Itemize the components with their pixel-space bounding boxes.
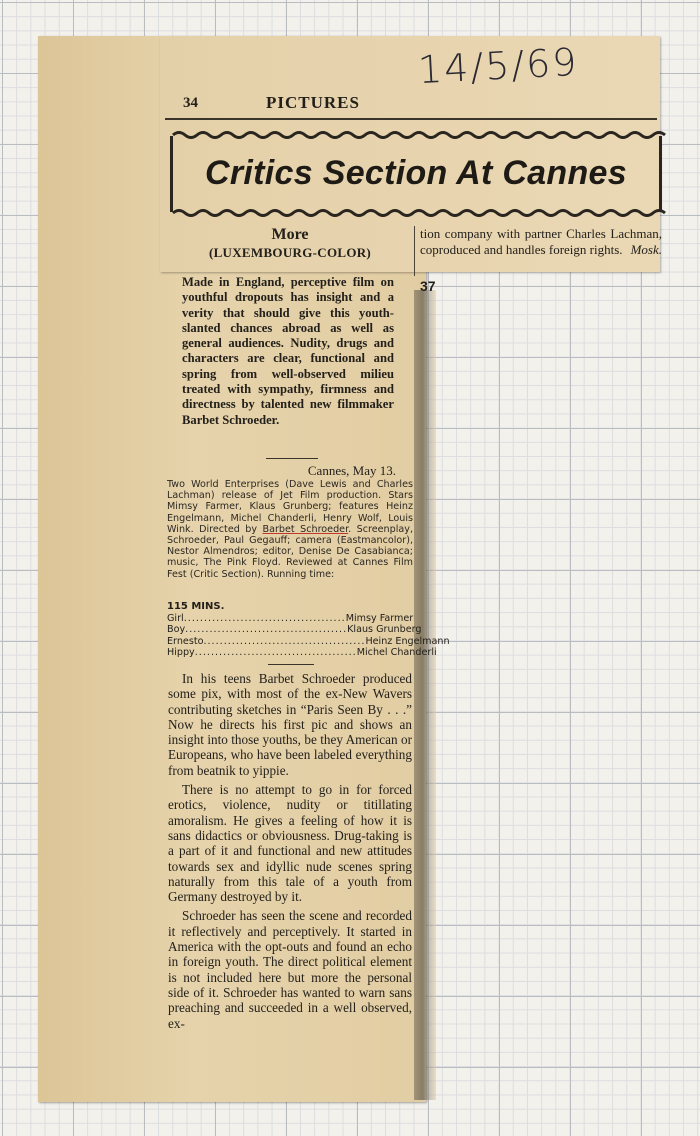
cast-role: Hippy <box>167 647 195 659</box>
leader-dots: ........................................ <box>194 647 357 659</box>
continuation-text <box>420 226 662 258</box>
section-name: PICTURES <box>266 93 360 112</box>
next-column-fragment: 37 <box>420 278 436 294</box>
byline: Mosk. <box>630 242 662 257</box>
leader-dots: ........................................ <box>185 624 348 636</box>
review-summary: Made in England, perceptive film on youthful dropouts has insight and a verity that should give this youth-slanted chances abroad as well as general audiences. Nudity, drugs and characters are clear, functional and spring from well-observed milieu treated with sympathy, firmness and directness by talented new filmmaker Barbet Schroeder. <box>182 275 394 427</box>
review-title: More <box>271 226 309 243</box>
divider-rule <box>266 458 318 459</box>
cast-row <box>167 647 437 659</box>
body-paragraph: In his teens Barbet Schroeder produced some pix, with most of the ex-New Wavers contributing sketches in “Paris Seen By . . .” Now he directs his first pic and shows an insight into those youths, be they American or Europeans, who have been labeled everything from beatnik to yippie. <box>168 671 412 778</box>
page-number: 34 <box>183 95 198 111</box>
credits-text-cont: . Screenplay, Schroeder, Paul Gegauff; camera (Eastmancolor), Nestor Almendros; editor, Denise De Casabianca; music, The Pink Floyd. Reviewed at Cannes Film Fest (Critic Section). Running time: <box>167 523 413 580</box>
continuation-body: tion company with partner Charles Lachman, coproduced and handles foreign rights. <box>420 226 662 257</box>
handwritten-date: 14/5/69 <box>416 39 580 93</box>
column-divider <box>414 226 415 276</box>
header-rule <box>165 118 657 120</box>
cast-actor: Michel Chanderli <box>356 647 437 659</box>
wavy-border-bottom <box>173 208 659 218</box>
leader-dots: ........................................ <box>203 635 366 647</box>
cast-role: Boy <box>167 624 186 636</box>
cast-actor: Heinz Engelmann <box>365 635 450 647</box>
wavy-border-top <box>173 130 659 140</box>
director-name: Barbet Schroeder <box>262 523 349 535</box>
credits-block <box>167 479 413 580</box>
credits-text: Two World Enterprises (Dave Lewis and Charles Lachman) release of Jet Film production. Stars Mimsy Farmer, Klaus Grunberg; features Heinz Engelmann, Michel Chanderli, Henry Wolf, Louis Wink. Directed by <box>167 479 413 535</box>
body-paragraph: There is no attempt to go in for forced erotics, violence, nudity or titillating amoralism. He gives a feeling of how it is sans didactics or obviousness. Drug-taking is a part of it and functional and new attitudes towards sex and idyllic nude scenes spring naturally from this tale of a youth from Germany destroyed by it. <box>168 782 412 905</box>
divider-rule <box>268 664 314 665</box>
cast-list <box>167 613 450 659</box>
review-body <box>168 671 412 1035</box>
cast-row <box>167 613 413 624</box>
dateline: Cannes, May 13. <box>307 463 396 478</box>
cast-row <box>167 635 450 647</box>
cast-row <box>167 624 422 636</box>
headline: Critics Section At Cannes <box>205 154 627 192</box>
leader-dots: ........................................ <box>183 613 346 624</box>
cast-role: Ernesto <box>167 635 204 647</box>
cast-actor: Mimsy Farmer <box>345 613 414 624</box>
review-subtitle: (LUXEMBOURG-COLOR) <box>208 245 372 260</box>
body-paragraph: Schroeder has seen the scene and recorded it reflectively and perceptively. It started in America with the opt-outs and found an echo in foreign youth. The direct political element is not included here but more the personal side of it. Schroeder has wanted to warn sans preaching and succeeded in a well observed, ex- <box>168 908 412 1031</box>
cast-role: Girl <box>167 613 184 624</box>
cast-actor: Klaus Grunberg <box>347 624 422 636</box>
running-time: 115 MINS. <box>167 601 225 612</box>
torn-paper-edge <box>414 290 436 1100</box>
headline-box <box>170 136 662 212</box>
